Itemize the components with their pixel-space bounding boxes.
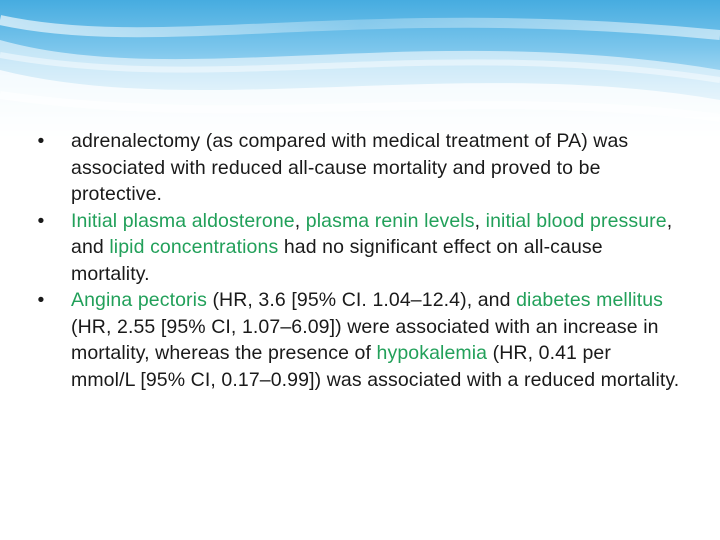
bullet-text: had no significant effect on all-cause mortality. <box>71 236 603 285</box>
highlighted-term: lipid concentrations <box>109 236 279 258</box>
highlighted-term: hypokalemia <box>376 342 488 364</box>
header-wave-decoration <box>0 0 720 140</box>
bullet-text: adrenalectomy (as compared with medical treatment of PA) was associated with reduced all-cause mortality and proved to be protective. <box>71 130 629 205</box>
bullet-text: (HR, 3.6 [95% CI. 1.04–12.4), and <box>206 289 517 311</box>
bullet-marker: • <box>37 130 45 152</box>
highlighted-term: initial blood pressure <box>485 209 667 232</box>
bullet-text: , <box>294 209 306 232</box>
bullet-text: (HR, 0.41 per mmol/L [95% CI, 0.17–0.99]) was associated with a reduced mortality. <box>71 342 680 391</box>
bullet-text: , <box>474 209 486 232</box>
bullet-text: , and <box>71 209 673 258</box>
highlighted-term: Angina pectoris <box>71 289 207 311</box>
bullet-marker: • <box>37 289 45 311</box>
highlighted-term: plasma renin levels <box>305 209 475 232</box>
highlighted-term: Initial plasma aldosterone <box>71 209 295 232</box>
bullet-item <box>37 208 680 288</box>
bullet-list <box>37 128 680 393</box>
bullet-item <box>37 128 680 208</box>
bullet-marker: • <box>37 209 45 232</box>
highlighted-term: diabetes mellitus <box>516 289 664 311</box>
bullet-text: (HR, 2.55 [95% CI, 1.07–6.09]) were associated with an increase in mortality, whereas the presence of <box>71 315 659 364</box>
bullet-item <box>37 287 680 393</box>
